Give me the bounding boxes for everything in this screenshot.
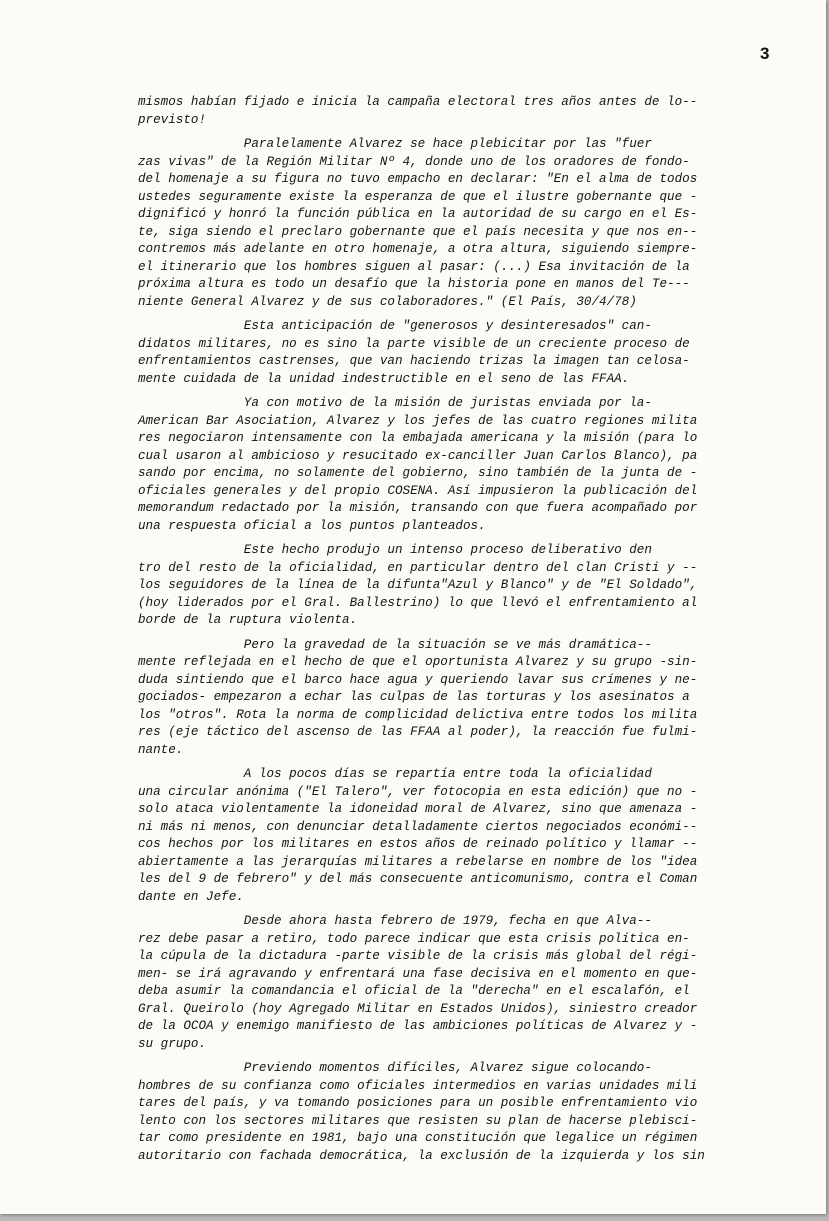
text-line: Gral. Queirolo (hoy Agregado Militar en Estados Unidos), siniestro creador <box>138 1001 698 1016</box>
text-line: (hoy liderados por el Gral. Ballestrino) lo que llevó el enfrentamiento al <box>138 595 698 610</box>
text-line: cual usaron al ambicioso y resucitado ex-canciller Juan Carlos Blanco), pa <box>138 448 698 463</box>
text-line: del homenaje a su figura no tuvo empacho en declarar: "En el alma de todos <box>138 172 698 186</box>
paragraph <box>138 94 758 129</box>
document-body <box>138 94 758 1172</box>
paragraph <box>138 542 758 630</box>
text-line: zas vivas" de la Región Militar Nº 4, donde uno de los oradores de fondo- <box>138 154 690 169</box>
text-line: previsto! <box>138 112 207 127</box>
text-line: Previendo momentos difíciles, Alvarez sigue colocando- <box>138 1061 652 1075</box>
text-line: gociados- empezaron a echar las culpas de las torturas y los asesinatos a <box>138 690 690 704</box>
text-line: tar como presidente en 1981, bajo una constitución que legalice un régimen <box>138 1131 698 1145</box>
text-line: solo ataca violentamente la idoneidad moral de Alvarez, sino que amenaza - <box>138 802 698 816</box>
text-line: abiertamente a las jerarquías militares a rebelarse en nombre de los "idea <box>138 854 698 869</box>
text-line: contremos más adelante en otro homenaje, a otra altura, siguiendo siempre- <box>138 242 698 256</box>
paragraph <box>138 1060 758 1165</box>
text-line: su grupo. <box>138 1036 207 1051</box>
text-line: les del 9 de febrero" y del más consecuente anticomunismo, contra el Coman <box>138 872 698 886</box>
text-line: duda sintiendo que el barco hace agua y queriendo lavar sus crímenes y ne- <box>138 672 698 687</box>
text-line: deba asumir la comandancia el oficial de la "derecha" en el escalafón, el <box>138 984 690 998</box>
text-line: didatos militares, no es sino la parte visible de un creciente proceso de <box>138 336 690 351</box>
text-line: cos hechos por los militares en estos años de reinado político y llamar -- <box>138 837 698 851</box>
text-line: tares del país, y va tomando posiciones para un posible enfrentamiento vio <box>138 1096 698 1110</box>
text-line: Paralelamente Alvarez se hace plebicitar por las "fuer <box>138 137 652 151</box>
text-line: mismos habían fijado e inicia la campaña electoral tres años antes de lo-- <box>138 95 698 109</box>
text-line: autoritario con fachada democrática, la exclusión de la izquierda y los sin <box>138 1148 705 1163</box>
page-number: 3 <box>760 44 770 63</box>
paragraph <box>138 766 758 906</box>
text-line: dignificó y honró la función pública en la autoridad de su cargo en el Es- <box>138 207 698 221</box>
text-line: Esta anticipación de "generosos y desinteresados" can- <box>138 319 652 333</box>
text-line: mente cuidada de la unidad indestructible en el seno de las FFAA. <box>138 371 630 386</box>
text-line: hombres de su confianza como oficiales intermedios en varias unidades mili <box>138 1078 698 1093</box>
text-line: la cúpula de la dictadura -parte visible de la crisis más global del régi- <box>138 949 698 963</box>
text-line: una respuesta oficial a los puntos planteados. <box>138 518 486 533</box>
text-line: una circular anónima ("El Talero", ver fotocopia en esta edición) que no - <box>138 784 698 799</box>
text-line: mente reflejada en el hecho de que el oportunista Alvarez y su grupo -sin- <box>138 655 698 669</box>
paragraph <box>138 395 758 535</box>
paragraph <box>138 637 758 760</box>
text-line: rez debe pasar a retiro, todo parece indicar que esta crisis política en- <box>138 931 690 946</box>
text-line: Desde ahora hasta febrero de 1979, fecha en que Alva-- <box>138 914 652 928</box>
paragraph <box>138 318 758 388</box>
text-line: Pero la gravedad de la situación se ve más dramática-- <box>138 637 652 652</box>
text-line: sando por encima, no solamente del gobierno, sino también de la junta de - <box>138 466 698 480</box>
text-line: tro del resto de la oficialidad, en particular dentro del clan Cristi y -- <box>138 560 698 575</box>
text-line: res negociaron intensamente con la embajada americana y la misión (para lo <box>138 431 698 445</box>
paragraph <box>138 136 758 311</box>
text-line: Este hecho produjo un intenso proceso deliberativo den <box>138 543 652 557</box>
text-line: A los pocos días se repartía entre toda la oficialidad <box>138 767 652 781</box>
text-line: memorandum redactado por la misión, transando con que fuera acompañado por <box>138 501 698 515</box>
text-line: lento con los sectores militares que resisten su plan de hacerse plebisci- <box>138 1113 698 1128</box>
text-line: niente General Alvarez y de sus colaboradores." (El País, 30/4/78) <box>138 294 637 309</box>
text-line: dante en Jefe. <box>138 889 244 904</box>
text-line: enfrentamientos castrenses, que van haciendo trizas la imagen tan celosa- <box>138 354 690 368</box>
text-line: American Bar Asociation, Alvarez y los jefes de las cuatro regiones milita <box>138 413 698 428</box>
text-line: de la OCOA y enemigo manifiesto de las ambiciones políticas de Alvarez y - <box>138 1019 698 1033</box>
text-line: los seguidores de la línea de la difunta"Azul y Blanco" y de "El Soldado", <box>138 578 698 592</box>
text-line: res (eje táctico del ascenso de las FFAA al poder), la reacción fue fulmi- <box>138 725 698 739</box>
text-line: ustedes seguramente existe la esperanza de que el ilustre gobernante que - <box>138 189 698 204</box>
text-line: ni más ni menos, con denunciar detalladamente ciertos negociados económi-- <box>138 819 698 834</box>
text-line: oficiales generales y del propio COSENA. Así impusieron la publicación del <box>138 483 698 498</box>
text-line: Ya con motivo de la misión de juristas enviada por la- <box>138 396 652 410</box>
text-line: el itinerario que los hombres siguen al pasar: (...) Esa invitación de la <box>138 259 690 274</box>
text-line: los "otros". Rota la norma de complicidad delictiva entre todos los milita <box>138 707 698 722</box>
text-line: próxima altura es todo un desafío que la historia pone en manos del Te--- <box>138 277 690 291</box>
paragraph <box>138 913 758 1053</box>
text-line: men- se irá agravando y enfrentará una fase decisiva en el momento en que- <box>138 966 698 981</box>
text-line: nante. <box>138 742 184 757</box>
text-line: borde de la ruptura violenta. <box>138 613 358 627</box>
text-line: te, siga siendo el preclaro gobernante que el país necesita y que nos en-- <box>138 224 698 239</box>
